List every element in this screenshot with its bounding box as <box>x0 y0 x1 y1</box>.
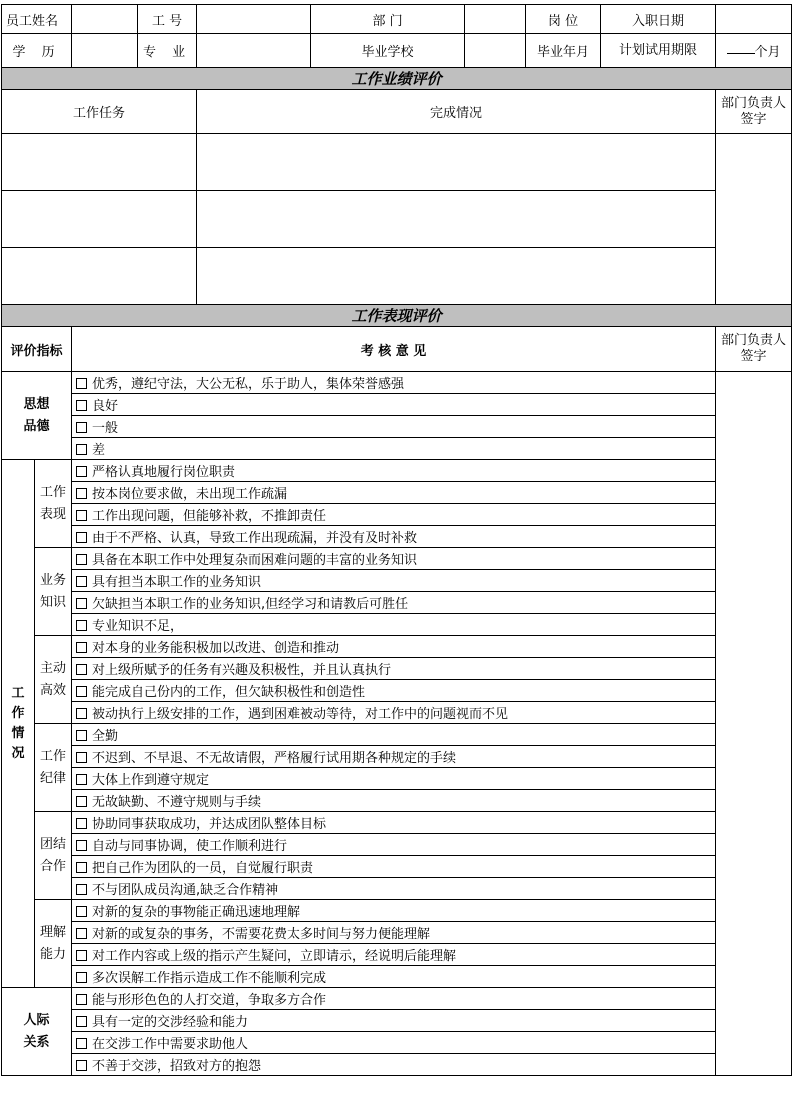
checkbox-icon[interactable] <box>76 796 87 807</box>
option-text: 具有一定的交涉经验和能力 <box>92 1015 249 1030</box>
option-text: 自动与同事协调，使工作顺利进行 <box>92 839 288 854</box>
field-school[interactable] <box>465 34 526 68</box>
option-row[interactable] <box>72 592 716 614</box>
checkbox-icon[interactable] <box>76 906 87 917</box>
field-employee-id[interactable] <box>197 5 311 34</box>
col-completion-header: 完成情况 <box>197 90 716 134</box>
checkbox-icon[interactable] <box>76 532 87 543</box>
option-text: 对上级所赋予的任务有兴趣及积极性，并且认真执行 <box>92 663 392 678</box>
label-hire-date: 入职日期 <box>601 5 716 34</box>
label-trial-period: 计划试用期限 <box>601 34 716 68</box>
subgroup-label-text: 主动高效 <box>39 660 66 698</box>
option-row[interactable] <box>72 812 716 834</box>
option-row[interactable] <box>72 834 716 856</box>
task-cell[interactable] <box>2 191 197 248</box>
option-row[interactable] <box>72 416 716 438</box>
label-position-2: 岗 位 <box>526 5 601 34</box>
option-text: 专业知识不足， <box>92 619 184 634</box>
group-label-relations <box>2 988 72 1076</box>
field-employee-name[interactable] <box>72 5 138 34</box>
subgroup-label-text: 理解能力 <box>39 924 66 962</box>
option-row[interactable] <box>72 966 716 988</box>
checkbox-icon[interactable] <box>76 972 87 983</box>
col-opinion-header: 考 核 意 见 <box>72 327 716 372</box>
checkbox-icon[interactable] <box>76 510 87 521</box>
option-row[interactable] <box>72 768 716 790</box>
subgroup-label-text: 工作表现 <box>39 484 66 522</box>
subgroup-label <box>35 724 72 812</box>
option-row[interactable] <box>72 724 716 746</box>
option-text: 能完成自己份内的工作，但欠缺积极性和创造性 <box>92 685 366 700</box>
completion-cell[interactable] <box>197 134 716 191</box>
option-text: 优秀，遵纪守法，大公无私，乐于助人，集体荣誉感强 <box>92 377 405 392</box>
checkbox-icon[interactable] <box>76 752 87 763</box>
col-task-header: 工作任务 <box>2 90 197 134</box>
task-cell[interactable] <box>2 248 197 305</box>
col-indicator-header: 评价指标 <box>2 327 72 372</box>
checkbox-icon[interactable] <box>76 422 87 433</box>
label-employee-id: 工 号 <box>138 5 197 34</box>
option-text: 全勤 <box>92 729 119 744</box>
option-row[interactable] <box>72 922 716 944</box>
subgroup-label-text: 工作纪律 <box>39 748 66 786</box>
checkbox-icon[interactable] <box>76 378 87 389</box>
section-behavior-title: 工作表现评价 <box>2 305 792 327</box>
option-text: 具有担当本职工作的业务知识 <box>92 575 262 590</box>
option-text: 欠缺担当本职工作的业务知识,但经学习和请教后可胜任 <box>92 597 409 612</box>
subgroup-label <box>35 812 72 900</box>
checkbox-icon[interactable] <box>76 554 87 565</box>
label-department: 部 门 <box>311 5 465 34</box>
option-row[interactable] <box>72 658 716 680</box>
sign-cell[interactable] <box>716 134 792 305</box>
checkbox-icon[interactable] <box>76 642 87 653</box>
checkbox-icon[interactable] <box>76 884 87 895</box>
option-row[interactable] <box>72 680 716 702</box>
option-text: 对新的复杂的事物能正确迅速地理解 <box>92 905 301 920</box>
trial-suffix: 个月 <box>754 45 781 60</box>
subgroup-label <box>35 636 72 724</box>
option-text: 大体上作到遵守规定 <box>92 773 210 788</box>
checkbox-icon[interactable] <box>76 862 87 873</box>
section-performance-title: 工作业绩评价 <box>2 68 792 90</box>
option-row[interactable] <box>72 856 716 878</box>
option-row[interactable] <box>72 636 716 658</box>
option-text: 无故缺勤、不遵守规则与手续 <box>92 795 262 810</box>
option-text: 一般 <box>92 421 119 436</box>
option-row[interactable] <box>72 878 716 900</box>
checkbox-icon[interactable] <box>76 1016 87 1027</box>
checkbox-icon[interactable] <box>76 686 87 697</box>
option-text: 具备在本职工作中处理复杂而困难问题的丰富的业务知识 <box>92 553 418 568</box>
option-row[interactable] <box>72 504 716 526</box>
checkbox-icon[interactable] <box>76 400 87 411</box>
evaluation-form <box>1 4 792 1076</box>
option-row[interactable] <box>72 1010 716 1032</box>
checkbox-icon[interactable] <box>76 466 87 477</box>
option-text: 良好 <box>92 399 119 414</box>
field-department[interactable] <box>465 5 526 34</box>
checkbox-icon[interactable] <box>76 840 87 851</box>
option-text: 对本身的业务能积极加以改进、创造和推动 <box>92 641 340 656</box>
option-text: 对新的或复杂的事务，不需要花费太多时间与努力便能理解 <box>92 927 431 942</box>
option-text: 在交涉工作中需要求助他人 <box>92 1037 249 1052</box>
option-row[interactable] <box>72 988 716 1010</box>
option-text: 对工作内容或上级的指示产生疑问，立即请示，经说明后能理解 <box>92 949 457 964</box>
option-row[interactable] <box>72 526 716 548</box>
option-text: 多次误解工作指示造成工作不能顺利完成 <box>92 971 327 986</box>
option-text: 被动执行上级安排的工作，遇到困难被动等待，对工作中的问题视而不见 <box>92 707 509 722</box>
completion-cell[interactable] <box>197 191 716 248</box>
option-text: 由于不严格、认真，导致工作出现疏漏，并没有及时补救 <box>92 531 418 546</box>
option-row[interactable] <box>72 548 716 570</box>
subgroup-label <box>35 460 72 548</box>
field-trial-period[interactable] <box>716 34 792 68</box>
option-row[interactable] <box>72 460 716 482</box>
option-row[interactable] <box>72 394 716 416</box>
label-education: 学 历 <box>2 34 72 68</box>
checkbox-icon[interactable] <box>76 928 87 939</box>
group-label-morality <box>2 372 72 460</box>
option-row[interactable] <box>72 746 716 768</box>
option-row[interactable] <box>72 702 716 724</box>
group-label-work <box>2 460 35 988</box>
option-text: 按本岗位要求做，未出现工作疏漏 <box>92 487 288 502</box>
group-label-text: 人际关系 <box>23 1012 50 1050</box>
option-row[interactable] <box>72 372 716 394</box>
sign-cell-2[interactable] <box>716 372 792 1076</box>
checkbox-icon[interactable] <box>76 1060 87 1071</box>
checkbox-icon[interactable] <box>76 774 87 785</box>
col-sign-header: 部门负责人签字 <box>716 90 792 134</box>
checkbox-icon[interactable] <box>76 708 87 719</box>
checkbox-icon[interactable] <box>76 444 87 455</box>
checkbox-icon[interactable] <box>76 620 87 631</box>
option-row[interactable] <box>72 482 716 504</box>
option-row[interactable] <box>72 570 716 592</box>
option-row[interactable] <box>72 944 716 966</box>
option-text: 协助同事获取成功，并达成团队整体目标 <box>92 817 327 832</box>
subgroup-label-text: 团结合作 <box>39 836 66 874</box>
completion-cell[interactable] <box>197 248 716 305</box>
task-cell[interactable] <box>2 134 197 191</box>
label-employee-name: 员工姓名 <box>2 5 72 34</box>
group-label-text: 工作情况 <box>11 685 25 761</box>
option-row[interactable] <box>72 1054 716 1076</box>
label-major: 专 业 <box>138 34 197 68</box>
checkbox-icon[interactable] <box>76 1038 87 1049</box>
field-hire-date[interactable] <box>716 5 792 34</box>
option-text: 把自己作为团队的一员，自觉履行职责 <box>92 861 314 876</box>
option-row[interactable] <box>72 790 716 812</box>
checkbox-icon[interactable] <box>76 994 87 1005</box>
subgroup-label <box>35 548 72 636</box>
checkbox-icon[interactable] <box>76 576 87 587</box>
option-text: 差 <box>92 443 106 458</box>
checkbox-icon[interactable] <box>76 488 87 499</box>
group-label-text: 思想品德 <box>23 396 50 434</box>
option-text: 能与形形色色的人打交道，争取多方合作 <box>92 993 327 1008</box>
option-text: 不与团队成员沟通,缺乏合作精神 <box>92 883 279 898</box>
option-row[interactable] <box>72 900 716 922</box>
label-grad-date: 毕业年月 <box>526 34 601 68</box>
label-school: 毕业学校 <box>311 34 465 68</box>
checkbox-icon[interactable] <box>76 818 87 829</box>
option-text: 不迟到、不早退、不无故请假，严格履行试用期各种规定的手续 <box>92 751 457 766</box>
option-text: 严格认真地履行岗位职责 <box>92 465 236 480</box>
option-row[interactable] <box>72 614 716 636</box>
checkbox-icon[interactable] <box>76 598 87 609</box>
checkbox-icon[interactable] <box>76 730 87 741</box>
option-row[interactable] <box>72 1032 716 1054</box>
subgroup-label <box>35 900 72 988</box>
checkbox-icon[interactable] <box>76 664 87 675</box>
option-text: 不善于交涉，招致对方的抱怨 <box>92 1059 262 1074</box>
subgroup-label-text: 业务知识 <box>39 572 66 610</box>
option-row[interactable] <box>72 438 716 460</box>
checkbox-icon[interactable] <box>76 950 87 961</box>
col-sign-header-2: 部门负责人签字 <box>716 327 792 372</box>
field-major[interactable] <box>197 34 311 68</box>
option-text: 工作出现问题，但能够补救，不推卸责任 <box>92 509 327 524</box>
field-education[interactable] <box>72 34 138 68</box>
